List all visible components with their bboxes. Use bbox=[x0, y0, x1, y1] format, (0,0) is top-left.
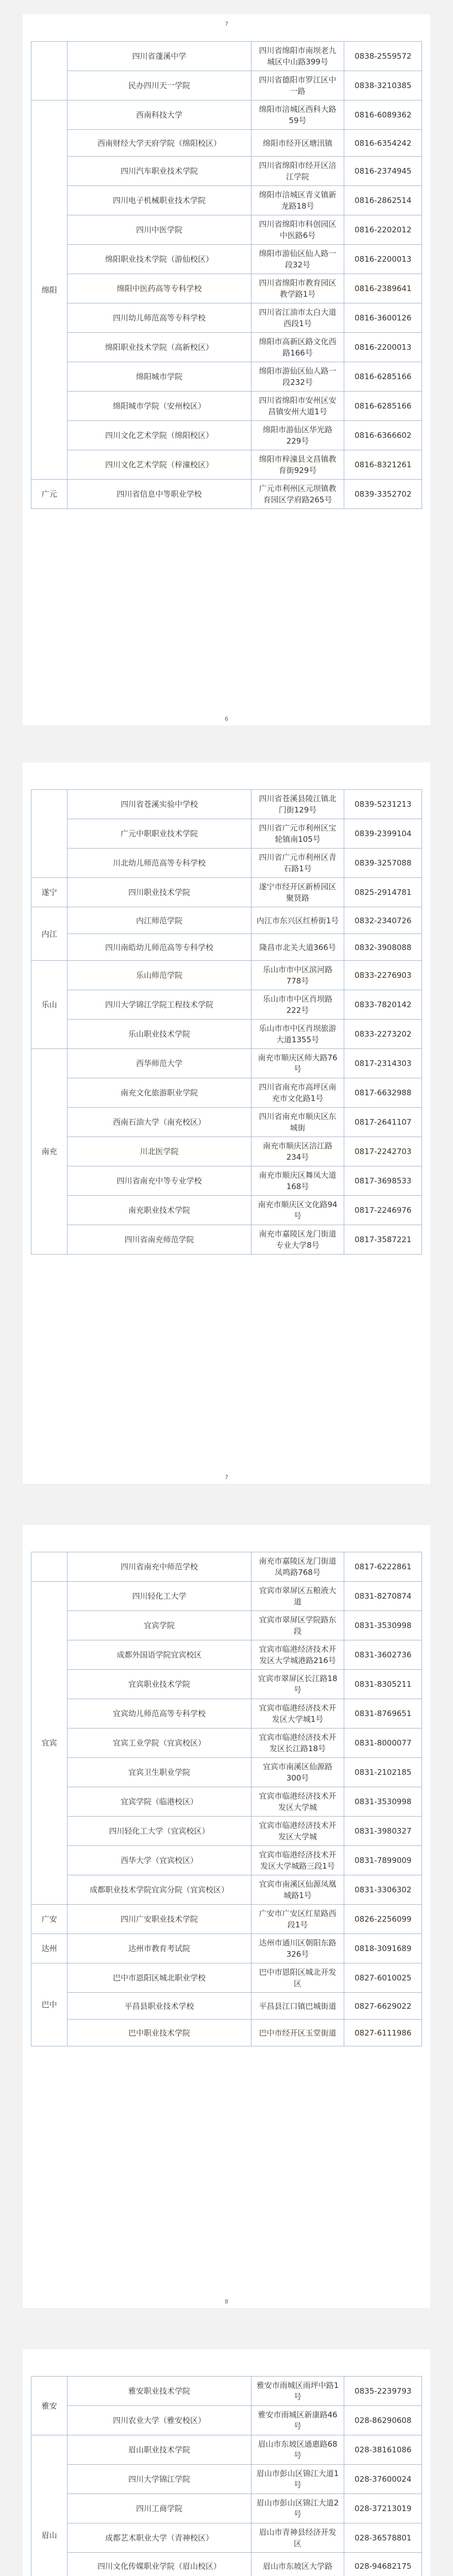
school-name-cell: 雅安职业技术学院 bbox=[68, 2377, 251, 2406]
table-row bbox=[31, 1582, 422, 1611]
address-cell: 四川省德阳市罗江区中一路 bbox=[251, 71, 344, 100]
phone-cell: 0831-2102185 bbox=[344, 1758, 422, 1787]
table-row bbox=[31, 1611, 422, 1640]
table-row bbox=[31, 990, 422, 1020]
table-row bbox=[31, 878, 422, 907]
table-row bbox=[31, 1963, 422, 1993]
phone-cell: 0831-3306302 bbox=[344, 1875, 422, 1905]
city-cell: 雅安 bbox=[31, 2377, 68, 2435]
table-row bbox=[31, 2020, 422, 2046]
phone-cell: 0831-8270874 bbox=[344, 1582, 422, 1611]
phone-cell: 0816-6285166 bbox=[344, 392, 422, 421]
phone-cell: 0839-3257088 bbox=[344, 849, 422, 878]
address-cell: 宜宾市临港经济技术开发区大学城 bbox=[251, 1817, 344, 1846]
phone-cell: 0817-6632988 bbox=[344, 1078, 422, 1108]
address-cell: 四川省绵阳市教育园区教学路1号 bbox=[251, 274, 344, 303]
table-row bbox=[31, 1078, 422, 1108]
school-name-cell: 民办四川天一学院 bbox=[68, 71, 251, 100]
school-name-cell: 乐山师范学院 bbox=[68, 961, 251, 990]
address-cell: 乐山市市中区肖坝路222号 bbox=[251, 990, 344, 1020]
phone-cell: 0831-8000077 bbox=[344, 1728, 422, 1758]
address-cell: 绵阳市游仙区仙人路一段32号 bbox=[251, 245, 344, 274]
exam-site-table bbox=[31, 1552, 422, 2046]
table-row bbox=[31, 450, 422, 480]
table-row bbox=[31, 961, 422, 990]
school-name-cell: 广元中职职业技术学院 bbox=[68, 819, 251, 849]
school-name-cell: 宜宾学院（临港校区） bbox=[68, 1787, 251, 1817]
address-cell: 南充市顺庆区文化路94号 bbox=[251, 1196, 344, 1225]
school-name-cell: 川北医学院 bbox=[68, 1137, 251, 1166]
table-row bbox=[31, 157, 422, 186]
phone-cell: 0831-3602736 bbox=[344, 1640, 422, 1670]
document-page bbox=[23, 1525, 430, 2308]
table-row bbox=[31, 1108, 422, 1137]
exam-site-table bbox=[31, 2376, 422, 2576]
phone-cell: 0833-2273202 bbox=[344, 1020, 422, 1049]
school-name-cell: 四川轻化工大学（宜宾校区） bbox=[68, 1817, 251, 1846]
city-cell: 乐山 bbox=[31, 961, 68, 1049]
address-cell: 宜宾市翠屏区五粮液大道 bbox=[251, 1582, 344, 1611]
school-name-cell: 宜宾学院 bbox=[68, 1611, 251, 1640]
school-name-cell: 四川省南充师范学院 bbox=[68, 1225, 251, 1255]
school-name-cell: 西华师范大学 bbox=[68, 1049, 251, 1078]
table-row bbox=[31, 1817, 422, 1846]
city-cell: 绵阳 bbox=[31, 100, 68, 480]
city-cell bbox=[31, 1552, 68, 1582]
address-cell: 绵阳市游仙区仙人路一段232号 bbox=[251, 362, 344, 392]
city-cell bbox=[31, 42, 68, 100]
table-row bbox=[31, 1846, 422, 1875]
school-name-cell: 四川省南充中师范学校 bbox=[68, 1552, 251, 1582]
school-name-cell: 眉山职业技术学院 bbox=[68, 2435, 251, 2465]
address-cell: 雅安市雨城区雨坪中路1号 bbox=[251, 2377, 344, 2406]
phone-cell: 0832-3908088 bbox=[344, 934, 422, 961]
address-cell: 绵阳市涪城区西科大路59号 bbox=[251, 100, 344, 130]
phone-cell: 0827-6629022 bbox=[344, 1993, 422, 2020]
table-row bbox=[31, 71, 422, 100]
page-number-bottom: 8 bbox=[225, 2298, 228, 2305]
address-cell: 绵阳市梓潼县文昌镇教育街929号 bbox=[251, 450, 344, 480]
table-row bbox=[31, 1699, 422, 1728]
table-row bbox=[31, 2377, 422, 2406]
address-cell: 四川省绵阳市安州区安昌镇安州大道1号 bbox=[251, 392, 344, 421]
school-name-cell: 宜宾卫生职业学院 bbox=[68, 1758, 251, 1787]
school-name-cell: 乐山职业技术学院 bbox=[68, 1020, 251, 1049]
school-name-cell: 四川文化艺术学院（绵阳校区） bbox=[68, 421, 251, 450]
phone-cell: 0832-2340726 bbox=[344, 907, 422, 934]
address-cell: 南充市嘉陵区龙门街道专业大学8号 bbox=[251, 1225, 344, 1255]
table-row bbox=[31, 1640, 422, 1670]
school-name-cell: 宜宾职业技术学院 bbox=[68, 1670, 251, 1699]
table-row bbox=[31, 392, 422, 421]
document-page bbox=[23, 762, 430, 1484]
address-cell: 宜宾市翠屏区学院路东段 bbox=[251, 1611, 344, 1640]
phone-cell: 0839-3352702 bbox=[344, 480, 422, 509]
school-name-cell: 西南财经大学天府学院（绵阳校区） bbox=[68, 130, 251, 157]
school-name-cell: 四川省信息中等职业学校 bbox=[68, 480, 251, 509]
school-name-cell: 绵阳城市学院 bbox=[68, 362, 251, 392]
table-row bbox=[31, 1905, 422, 1934]
school-name-cell: 四川大学锦江学院 bbox=[68, 2465, 251, 2494]
school-name-cell: 绵阳职业技术学院（游仙校区） bbox=[68, 245, 251, 274]
school-name-cell: 四川省蓬溪中学 bbox=[68, 42, 251, 71]
address-cell: 南充市顺庆区舞凤大道168号 bbox=[251, 1166, 344, 1196]
address-cell: 眉山市青神县经济开发区 bbox=[251, 2523, 344, 2553]
address-cell: 宜宾市临港经济技术开发区大学城港路216号 bbox=[251, 1640, 344, 1670]
table-row bbox=[31, 421, 422, 450]
school-name-cell: 川北幼儿师范高等专科学校 bbox=[68, 849, 251, 878]
address-cell: 四川省广元市利州区青石路1号 bbox=[251, 849, 344, 878]
table-row bbox=[31, 1993, 422, 2020]
school-name-cell: 四川文化传媒职业学院（眉山校区） bbox=[68, 2553, 251, 2576]
table-row bbox=[31, 186, 422, 215]
school-name-cell: 四川工商学院 bbox=[68, 2494, 251, 2523]
school-name-cell: 西南科技大学 bbox=[68, 100, 251, 130]
address-cell: 眉山市东坡区通惠路68号 bbox=[251, 2435, 344, 2465]
school-name-cell: 南充职业技术学院 bbox=[68, 1196, 251, 1225]
school-name-cell: 成都职业技术学院宜宾分院（宜宾校区） bbox=[68, 1875, 251, 1905]
school-name-cell: 巴中职业技术学院 bbox=[68, 2020, 251, 2046]
address-cell: 南充市顺庆区涪江路234号 bbox=[251, 1137, 344, 1166]
school-name-cell: 巴中市恩阳区城北职业学校 bbox=[68, 1963, 251, 1993]
table-row bbox=[31, 333, 422, 362]
phone-cell: 0816-6354242 bbox=[344, 130, 422, 157]
phone-cell: 0816-2389641 bbox=[344, 274, 422, 303]
address-cell: 巴中市恩阳区城北开发区 bbox=[251, 1963, 344, 1993]
table-row bbox=[31, 1552, 422, 1582]
address-cell: 绵阳市经开区塘汛镇 bbox=[251, 130, 344, 157]
address-cell: 广安市广安区红星路西段1号 bbox=[251, 1905, 344, 1934]
address-cell: 南充市顺庆区师大路76号 bbox=[251, 1049, 344, 1078]
address-cell: 宜宾市临港经济技术开发区大学城 bbox=[251, 1787, 344, 1817]
phone-cell: 0831-7899009 bbox=[344, 1846, 422, 1875]
school-name-cell: 绵阳城市学院（安州校区） bbox=[68, 392, 251, 421]
table-row bbox=[31, 1225, 422, 1255]
address-cell: 眉山市东坡区大学路 bbox=[251, 2553, 344, 2576]
school-name-cell: 四川省南充中等专业学校 bbox=[68, 1166, 251, 1196]
phone-cell: 0839-5231213 bbox=[344, 790, 422, 819]
document-page bbox=[23, 14, 430, 725]
phone-cell: 0833-7820142 bbox=[344, 990, 422, 1020]
phone-cell: 0831-8769651 bbox=[344, 1699, 422, 1728]
school-name-cell: 四川大学锦江学院工程技术学院 bbox=[68, 990, 251, 1020]
table-row bbox=[31, 2406, 422, 2435]
table-row bbox=[31, 2465, 422, 2494]
school-name-cell: 宜宾工业学院（宜宾校区） bbox=[68, 1728, 251, 1758]
phone-cell: 0827-6111986 bbox=[344, 2020, 422, 2046]
phone-cell: 0831-3530998 bbox=[344, 1611, 422, 1640]
school-name-cell: 绵阳职业技术学院（高新校区） bbox=[68, 333, 251, 362]
address-cell: 南充市嘉陵区龙门街道凤鸣路768号 bbox=[251, 1552, 344, 1582]
phone-cell: 0838-3210385 bbox=[344, 71, 422, 100]
phone-cell: 0817-6222861 bbox=[344, 1552, 422, 1582]
phone-cell: 0816-8321261 bbox=[344, 450, 422, 480]
phone-cell: 0817-2246976 bbox=[344, 1196, 422, 1225]
phone-cell: 0816-3600126 bbox=[344, 303, 422, 333]
table-row bbox=[31, 1670, 422, 1699]
phone-cell: 0816-2200013 bbox=[344, 245, 422, 274]
table-row bbox=[31, 1758, 422, 1787]
document-page bbox=[23, 2349, 430, 2576]
phone-cell: 0827-6010025 bbox=[344, 1963, 422, 1993]
address-cell: 宜宾市翠屏区长江路18号 bbox=[251, 1670, 344, 1699]
address-cell: 遂宁市经开区新桥园区聚贤路 bbox=[251, 878, 344, 907]
page-number-bottom: 6 bbox=[225, 716, 228, 722]
phone-cell: 028-36578801 bbox=[344, 2523, 422, 2553]
address-cell: 宜宾市临港经济技术开发区大学城1号 bbox=[251, 1699, 344, 1728]
phone-cell: 0831-3980327 bbox=[344, 1817, 422, 1846]
school-name-cell: 四川农业大学（雅安校区） bbox=[68, 2406, 251, 2435]
school-name-cell: 四川电子机械职业技术学院 bbox=[68, 186, 251, 215]
school-name-cell: 南充文化旅游职业学院 bbox=[68, 1078, 251, 1108]
phone-cell: 0818-3091689 bbox=[344, 1934, 422, 1963]
table-row bbox=[31, 303, 422, 333]
address-cell: 绵阳市游仙区华光路229号 bbox=[251, 421, 344, 450]
school-name-cell: 四川广安职业技术学院 bbox=[68, 1905, 251, 1934]
phone-cell: 0817-2242703 bbox=[344, 1137, 422, 1166]
phone-cell: 0816-2200013 bbox=[344, 333, 422, 362]
table-row bbox=[31, 100, 422, 130]
address-cell: 四川省广元市利州区宝轮镇南105号 bbox=[251, 819, 344, 849]
address-cell: 四川省南充市高坪区南充市文化路1号 bbox=[251, 1078, 344, 1108]
school-name-cell: 成都艺术职业大学（青神校区） bbox=[68, 2523, 251, 2553]
city-cell: 广元 bbox=[31, 480, 68, 509]
phone-cell: 028-37213019 bbox=[344, 2494, 422, 2523]
school-name-cell: 达州市教育考试院 bbox=[68, 1934, 251, 1963]
table-row bbox=[31, 907, 422, 934]
address-cell: 绵阳市高新区路文化西路166号 bbox=[251, 333, 344, 362]
city-cell: 南充 bbox=[31, 1049, 68, 1255]
address-cell: 隆昌市北关大道366号 bbox=[251, 934, 344, 961]
address-cell: 绵阳市涪城区青义镇新龙路18号 bbox=[251, 186, 344, 215]
page-number-top: 7 bbox=[225, 21, 228, 27]
table-row bbox=[31, 42, 422, 71]
phone-cell: 028-37600024 bbox=[344, 2465, 422, 2494]
exam-site-table bbox=[31, 41, 422, 509]
school-name-cell: 四川汽车职业技术学院 bbox=[68, 157, 251, 186]
table-row bbox=[31, 274, 422, 303]
school-name-cell: 四川省苍溪实验中学校 bbox=[68, 790, 251, 819]
address-cell: 内江市东兴区红桥街1号 bbox=[251, 907, 344, 934]
phone-cell: 0816-6089362 bbox=[344, 100, 422, 130]
phone-cell: 0835-2239793 bbox=[344, 2377, 422, 2406]
phone-cell: 0816-2202012 bbox=[344, 215, 422, 245]
address-cell: 四川省绵阳市南坝老九城区中山路399号 bbox=[251, 42, 344, 71]
school-name-cell: 四川轻化工大学 bbox=[68, 1582, 251, 1611]
address-cell: 四川省绵阳市经开区涪江学院 bbox=[251, 157, 344, 186]
phone-cell: 0831-8305211 bbox=[344, 1670, 422, 1699]
school-name-cell: 绵阳中医药高等专科学校 bbox=[68, 274, 251, 303]
phone-cell: 0839-2399104 bbox=[344, 819, 422, 849]
address-cell: 乐山市市中区滨河路778号 bbox=[251, 961, 344, 990]
city-cell: 宜宾 bbox=[31, 1582, 68, 1905]
address-cell: 巴中市经开区玉堂街道 bbox=[251, 2020, 344, 2046]
address-cell: 眉山市彭山区锦江大道1号 bbox=[251, 2465, 344, 2494]
address-cell: 四川省苍溪县陵江镇北门街129号 bbox=[251, 790, 344, 819]
table-row bbox=[31, 1166, 422, 1196]
address-cell: 眉山市彭山区锦江大道2号 bbox=[251, 2494, 344, 2523]
school-name-cell: 四川中医学院 bbox=[68, 215, 251, 245]
table-row bbox=[31, 2553, 422, 2576]
table-row bbox=[31, 1020, 422, 1049]
school-name-cell: 四川南皓幼儿师范高等专科学校 bbox=[68, 934, 251, 961]
school-name-cell: 内江师范学院 bbox=[68, 907, 251, 934]
address-cell: 四川省南充市顺庆区东城街 bbox=[251, 1108, 344, 1137]
table-row bbox=[31, 934, 422, 961]
table-row bbox=[31, 480, 422, 509]
table-row bbox=[31, 1875, 422, 1905]
table-row bbox=[31, 245, 422, 274]
phone-cell: 028-86290608 bbox=[344, 2406, 422, 2435]
phone-cell: 0816-2862514 bbox=[344, 186, 422, 215]
table-row bbox=[31, 1196, 422, 1225]
table-row bbox=[31, 790, 422, 819]
table-row bbox=[31, 1049, 422, 1078]
address-cell: 宜宾市南溪区仙源凤凰城路1号 bbox=[251, 1875, 344, 1905]
address-cell: 乐山市市中区肖坝旅游大道1355号 bbox=[251, 1020, 344, 1049]
phone-cell: 0816-6285166 bbox=[344, 362, 422, 392]
school-name-cell: 四川文化艺术学院（梓潼校区） bbox=[68, 450, 251, 480]
phone-cell: 0833-2276903 bbox=[344, 961, 422, 990]
city-cell bbox=[31, 790, 68, 878]
table-row bbox=[31, 1728, 422, 1758]
school-name-cell: 四川幼儿师范高等专科学校 bbox=[68, 303, 251, 333]
city-cell: 广安 bbox=[31, 1905, 68, 1934]
table-row bbox=[31, 2523, 422, 2553]
phone-cell: 0831-3530998 bbox=[344, 1787, 422, 1817]
table-row bbox=[31, 2494, 422, 2523]
phone-cell: 0816-2374945 bbox=[344, 157, 422, 186]
phone-cell: 0817-2314303 bbox=[344, 1049, 422, 1078]
school-name-cell: 西南石油大学（南充校区） bbox=[68, 1108, 251, 1137]
table-row bbox=[31, 362, 422, 392]
address-cell: 四川省江油市太白大道西段1号 bbox=[251, 303, 344, 333]
phone-cell: 0825-2914781 bbox=[344, 878, 422, 907]
phone-cell: 0838-2559572 bbox=[344, 42, 422, 71]
table-row bbox=[31, 819, 422, 849]
phone-cell: 0826-2256099 bbox=[344, 1905, 422, 1934]
phone-cell: 0816-6366602 bbox=[344, 421, 422, 450]
table-row bbox=[31, 215, 422, 245]
school-name-cell: 西华大学（宜宾校区） bbox=[68, 1846, 251, 1875]
school-name-cell: 四川职业技术学院 bbox=[68, 878, 251, 907]
address-cell: 宜宾市南溪区仙源路300号 bbox=[251, 1758, 344, 1787]
address-cell: 雅安市雨城区新康路46号 bbox=[251, 2406, 344, 2435]
address-cell: 平昌县江口镇巴城街道 bbox=[251, 1993, 344, 2020]
table-row bbox=[31, 1934, 422, 1963]
exam-site-table bbox=[31, 789, 422, 1255]
address-cell: 宜宾市临港经济技术开发区长江路18号 bbox=[251, 1728, 344, 1758]
address-cell: 达州市通川区朝阳东路326号 bbox=[251, 1934, 344, 1963]
address-cell: 四川省绵阳市科创园区中医路6号 bbox=[251, 215, 344, 245]
table-row bbox=[31, 849, 422, 878]
city-cell: 内江 bbox=[31, 907, 68, 961]
city-cell: 遂宁 bbox=[31, 878, 68, 907]
page-number-bottom: 7 bbox=[225, 1474, 228, 1481]
phone-cell: 028-38161086 bbox=[344, 2435, 422, 2465]
phone-cell: 0817-2641107 bbox=[344, 1108, 422, 1137]
phone-cell: 028-94682175 bbox=[344, 2553, 422, 2576]
school-name-cell: 成都外国语学院宜宾校区 bbox=[68, 1640, 251, 1670]
phone-cell: 0817-3587221 bbox=[344, 1225, 422, 1255]
address-cell: 宜宾市临港经济技术开发区大学城路三段1号 bbox=[251, 1846, 344, 1875]
school-name-cell: 宜宾幼儿师范高等专科学校 bbox=[68, 1699, 251, 1728]
city-cell: 眉山 bbox=[31, 2435, 68, 2576]
table-row bbox=[31, 130, 422, 157]
table-row bbox=[31, 1787, 422, 1817]
address-cell: 广元市利州区元坝镇教育园区学府路265号 bbox=[251, 480, 344, 509]
school-name-cell: 平昌县职业技术学校 bbox=[68, 1993, 251, 2020]
table-row bbox=[31, 1137, 422, 1166]
table-row bbox=[31, 2435, 422, 2465]
phone-cell: 0817-3698533 bbox=[344, 1166, 422, 1196]
city-cell: 达州 bbox=[31, 1934, 68, 1963]
city-cell: 巴中 bbox=[31, 1963, 68, 2046]
